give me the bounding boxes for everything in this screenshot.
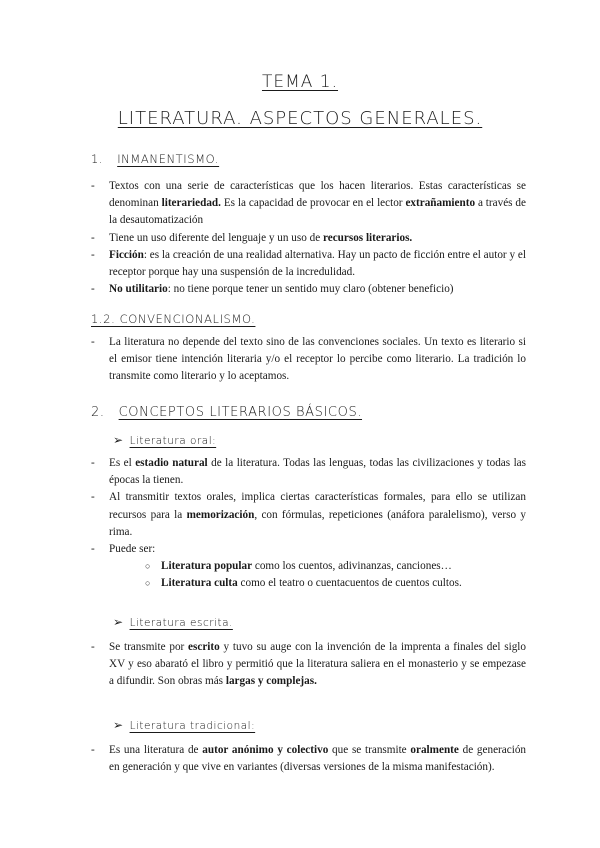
list-item [91, 230, 526, 247]
text: Es una literatura de [109, 744, 203, 756]
bold-term: Literatura popular [161, 560, 253, 573]
inmanentismo-list [91, 178, 526, 298]
literatura-oral-list [91, 455, 526, 593]
subheading-label: Literatura oral: [129, 435, 217, 447]
section-heading-inmanentismo [91, 151, 219, 168]
list-item [91, 247, 526, 281]
arrow-bullet-icon: ➢ [113, 615, 124, 629]
bold-term: estadio natural [135, 457, 208, 469]
text: : no tiene porque tener un sentido muy claro (obtener beneficio) [167, 283, 454, 296]
sub-list [109, 558, 526, 592]
bold-term: No utilitario [109, 283, 168, 296]
convencionalismo-list [91, 334, 526, 386]
document-title-line2: LITERATURA. ASPECTOS GENERALES. [117, 108, 483, 129]
text: Textos con una serie de características que los hacen literarios. Estas características se denominan [109, 180, 526, 210]
text: Al transmitir textos orales, implica ciertas características formales, para ello se utilizan recursos para la [109, 491, 526, 521]
list-item [91, 742, 526, 776]
list-item [91, 489, 526, 541]
list-item [91, 334, 526, 386]
literatura-tradicional-list [91, 742, 526, 776]
sub-list-item [145, 575, 526, 592]
bold-term: oralmente [410, 744, 459, 756]
list-item [91, 178, 526, 230]
text: : es la creación de una realidad alternativa. Hay un pacto de ficción entre el autor y el receptor porque hay una suspensión de la incredulidad. [109, 248, 526, 279]
bold-term: escrito [188, 641, 220, 653]
text: Puede ser: [109, 543, 156, 556]
text: Tiene un uso diferente del lenguaje y un uso de [109, 231, 323, 244]
section-heading-conceptos [91, 404, 362, 421]
bold-term: autor anónimo y colectivo [202, 744, 329, 756]
text: a través de la desautomatización [109, 197, 526, 227]
text: que se transmite [328, 744, 411, 756]
text: Se transmite por [109, 641, 189, 653]
text: Es la capacidad de provocar en el lector [220, 197, 406, 210]
text: , con fórmulas, repeticiones (anáfora paralelismo), verso y rima. [109, 508, 526, 538]
bold-term: Ficción [109, 248, 144, 261]
text: como el teatro o cuentacuentos de cuentos cultos. [237, 577, 462, 590]
text: Es el [109, 457, 136, 469]
section-number: 2. [91, 405, 105, 420]
bold-term: literariedad. [161, 197, 221, 210]
arrow-bullet-icon: ➢ [113, 718, 124, 732]
bold-term: memorización [186, 508, 255, 521]
bold-term: Literatura culta [161, 577, 238, 590]
list-item [91, 639, 526, 691]
arrow-bullet-icon: ➢ [113, 433, 124, 447]
subheading-literatura-tradicional [113, 717, 255, 735]
subheading-label: Literatura escrita. [129, 617, 233, 629]
list-item [91, 541, 526, 593]
list-item [91, 281, 526, 298]
text: y tuvo su auge con la invención de la imprenta a finales del siglo XV y eso abarató el libro y permitió que la literatura saliera en el monasterio y se empezase a difundir. Son obras más [109, 641, 527, 688]
section-label: CONCEPTOS LITERARIOS BÁSICOS. [118, 405, 363, 420]
bold-term: recursos literarios. [322, 231, 413, 244]
text: La literatura no depende del texto sino de las convenciones sociales. Un texto es literario si el emisor tiene intención literaria y/o el receptor lo percibe como literario. La tradición lo transmite como literario y lo aceptamos. [109, 336, 526, 383]
literatura-escrita-list [91, 639, 526, 691]
subheading-literatura-escrita [113, 614, 233, 632]
list-item [91, 455, 526, 489]
section-heading-convencionalismo: 1.2. CONVENCIONALISMO. [91, 312, 256, 326]
sub-list-item [145, 558, 526, 575]
subheading-literatura-oral [113, 432, 216, 450]
bold-term: extrañamiento [405, 197, 476, 210]
section-number: 1. [91, 152, 104, 166]
bold-term: largas y complejas. [225, 675, 317, 688]
text: de generación en generación y que vive en variantes (diversas versiones de la misma manifestación). [109, 744, 527, 774]
subheading-label: Literatura tradicional: [129, 720, 256, 732]
section-label: INMANENTISMO. [117, 152, 220, 166]
text: como los cuentos, adivinanzas, canciones… [252, 560, 452, 573]
document-title-line1: TEMA 1. [261, 72, 339, 92]
text: de la literatura. Todas las lenguas, todas las civilizaciones y todas las épocas la tienen. [109, 457, 527, 487]
